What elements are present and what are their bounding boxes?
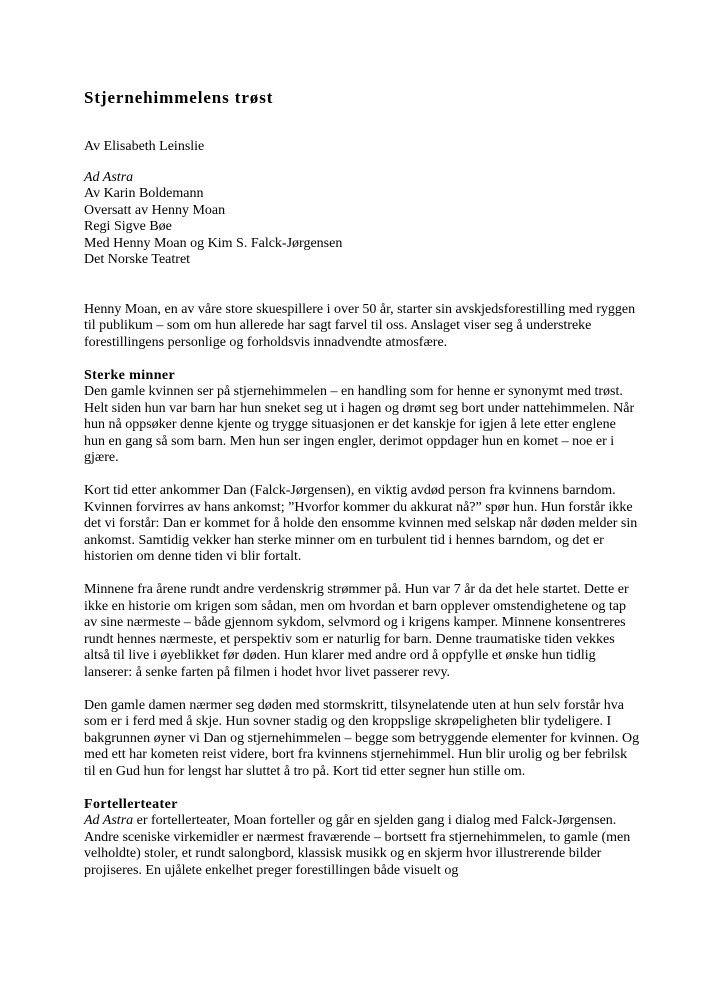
credit-author: Av Karin Boldemann: [84, 186, 204, 201]
section-heading-fortellerteater: Fortellerteater: [84, 796, 178, 812]
credit-translator: Oversatt av Henny Moan: [84, 202, 226, 218]
paragraph: Den gamle kvinnen ser på stjernehimmelen – en handling som for henne er synonymt med trøst. Helt siden hun var barn har hun sneket seg ut i hagen og drømt seg bort under nattehimmelen. Når hun nå oppsøker denne kjente og trygge situasjonen er det kanskje for igjen å lete etter englene hun en gang så som barn. Men hun ser ingen engler, derimot oppdager hun en komet – noe er i gjære.: [84, 384, 635, 465]
credits-block: [84, 170, 640, 269]
paragraph-text: er fortellerteater, Moan forteller og går en sjelden gang i dialog med Falck-Jørgensen. Andre sceniske virkemidler er nærmest fraværende – bortsett fra stjernehimmelen, to gamle (men velholdte) stoler, et rundt salongbord, klassisk musikk og en skjerm hvor illustrerende bilder projiseres. En ujålete enkelhet preger forestillingen både visuelt og: [84, 813, 631, 878]
credit-director: Regi Sigve Bøe: [84, 219, 172, 234]
paragraph: Minnene fra årene rundt andre verdenskrig strømmer på. Hun var 7 år da det hele startet. Dette er ikke en historie om krigen som sådan, men om hvordan et barn opplever omstendighetene og tap av sine nærmeste – både gjennom sykdom, selvmord og i krigens kamper. Minnene konsentreres rundt hennes nærmeste, et perspektiv som er naturlig for barn. Denne traumatiske tiden vekkes altså til live i øyeblikket før døden. Hun klarer med andre ord å oppfylle et ønske hun tidlig lanserer: å senke farten på filmen i hodet hvor livet passerer revy.: [84, 582, 629, 680]
paragraph: Kort tid etter ankommer Dan (Falck-Jørgensen), en viktig avdød person fra kvinnens barndom. Kvinnen forvirres av hans ankomst; ”Hvorfor kommer du akkurat nå?” spør hun. Hun forstår ikke det vi forstår: Dan er kommet for å holde den ensomme kvinnen med selskap når døden melder sin ankomst. Samtidig vekker han sterke minner om en turbulent tid i hennes barndom, og det er historien om denne tiden vi blir fortalt.: [84, 483, 638, 564]
credit-work-title: Ad Astra: [84, 169, 134, 185]
credit-cast: Med Henny Moan og Kim S. Falck-Jørgensen: [84, 235, 343, 251]
paragraph: Den gamle damen nærmer seg døden med stormskritt, tilsynelatende uten at hun selv forstår hva som er i ferd med å skje. Hun sovner stadig og den kroppslige skrøpeligheten blir tydeligere. I bakgrunnen øyner vi Dan og stjernehimmelen – begge som betryggende elementer for kvinnen. Og med ett har kometen reist videre, bort fra kvinnens stjernehimmel. Hun blir urolig og ber febrilsk til en Gud hun for lengst har sluttet å tro på. Kort tid etter segner hun stille om.: [84, 697, 640, 779]
section-heading-sterke-minner: Sterke minner: [84, 367, 176, 383]
work-title-inline: Ad Astra: [84, 813, 134, 828]
lead-paragraph: Henny Moan, en av våre store skuespillere i over 50 år, starter sin avskjedsforestilling med ryggen til publikum – som om hun allerede har sagt farvel til oss. Anslaget viser seg å understreke forestillingens personlige og forholdsvis innadvendte atmosfære.: [84, 301, 636, 350]
byline: Av Elisabeth Leinslie: [84, 139, 205, 154]
document-title: Stjernehimmelens trøst: [84, 88, 274, 107]
paragraph: [84, 813, 640, 879]
credit-theatre: Det Norske Teatret: [84, 252, 191, 267]
